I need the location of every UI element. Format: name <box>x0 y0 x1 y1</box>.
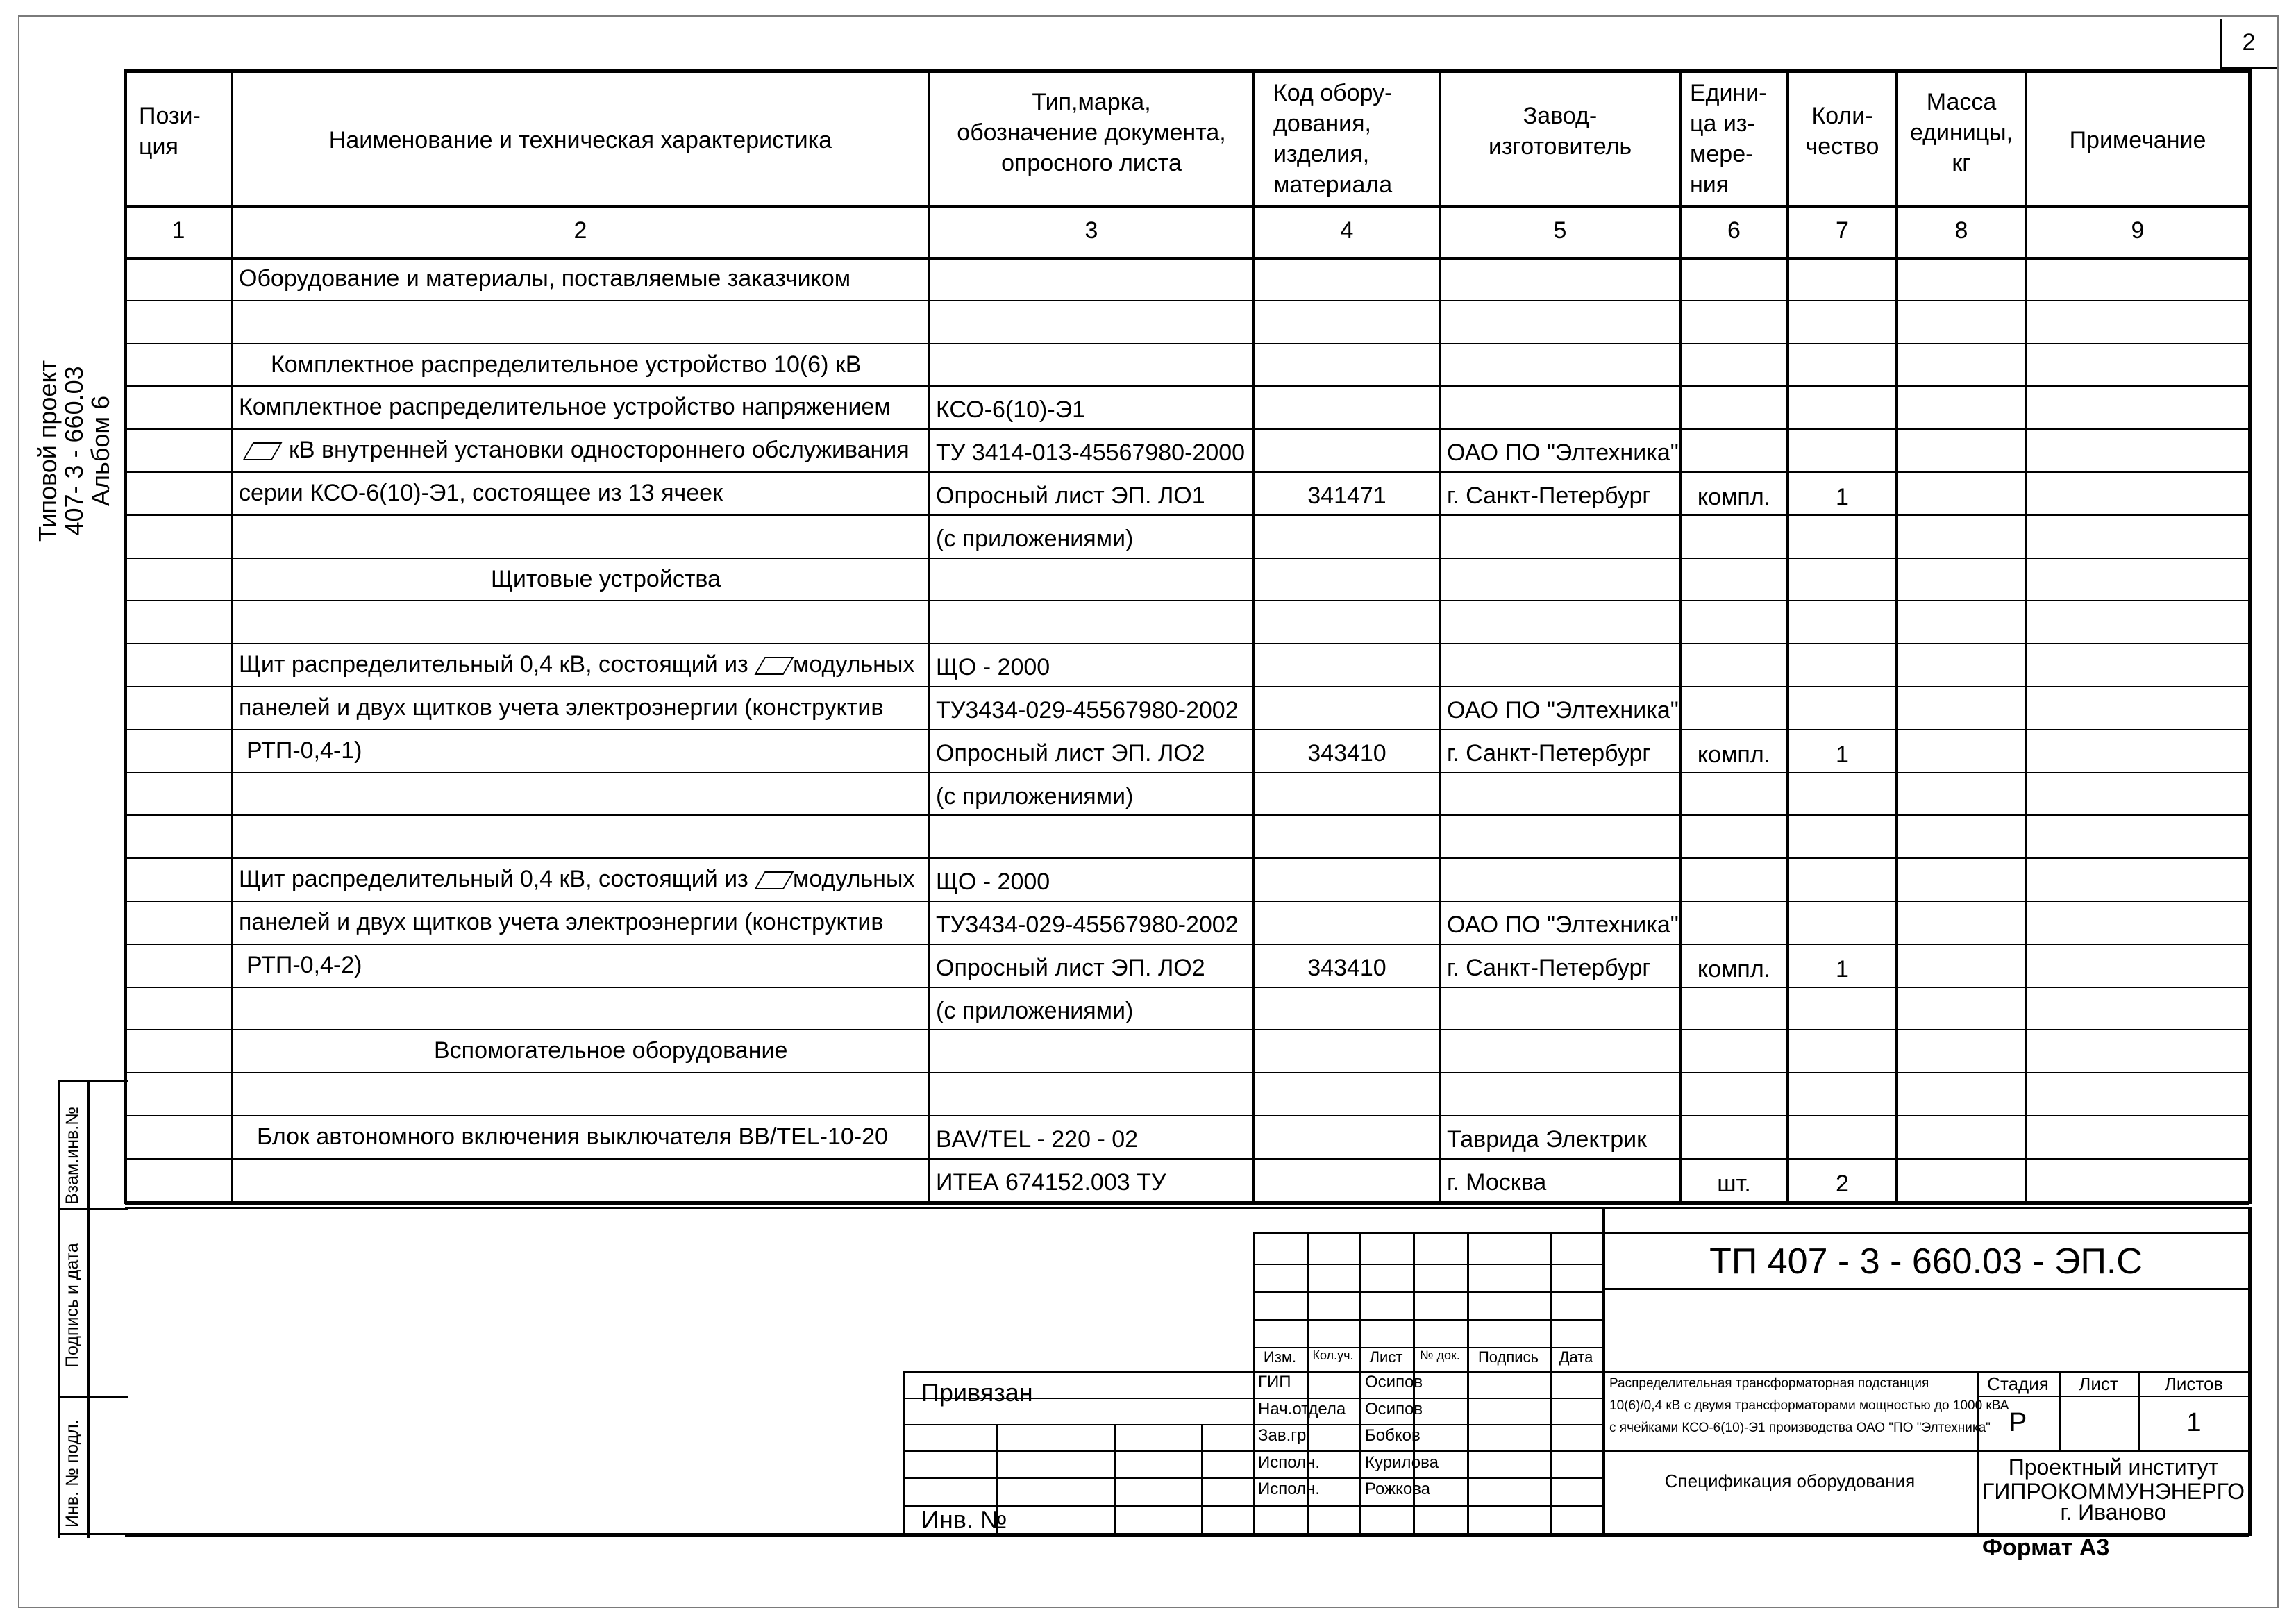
stamp-grid-line <box>1977 1396 2249 1397</box>
strip-line <box>58 1208 128 1210</box>
sheet-frame <box>18 15 2279 1608</box>
item-type: ЩО - 2000 <box>936 654 1050 680</box>
column-header-3: Тип,марка, обозначение документа, опросного листа <box>957 89 1226 176</box>
row-line <box>125 471 2249 473</box>
row-line <box>125 686 2249 687</box>
strip-line <box>58 1533 128 1535</box>
column-number-5: 5 <box>1553 217 1567 244</box>
row-line <box>125 558 2249 559</box>
project-title-line: с ячейками КСО-6(10)-Э1 производства ОАО "ПО "Элтехника" <box>1609 1421 1991 1435</box>
item-name: Комплектное распределительное устройство напряжением <box>239 394 891 420</box>
row-line <box>125 814 2249 816</box>
side-label-line3: Альбом 6 <box>86 395 115 507</box>
row-line <box>125 1158 2249 1160</box>
strip-line <box>87 1080 90 1538</box>
row-line <box>125 343 2249 344</box>
stamp-grid-line <box>1253 1291 1602 1293</box>
item-type: BAV/TEL - 220 - 02 <box>936 1126 1139 1153</box>
strip-line <box>58 1080 60 1538</box>
field-original-inv-no: Инв. № подл. <box>62 1419 82 1527</box>
item-type: ТУ3434-029-45567980-2002 <box>936 912 1239 938</box>
stamp-grid-line <box>1359 1232 1361 1536</box>
item-name: Блок автономного включения выключателя ВВ/TEL-10-20 <box>257 1123 888 1150</box>
stamp-name: Курилова <box>1365 1453 1439 1472</box>
row-line <box>125 385 2249 387</box>
column-header-6: Едини- ца из- мере- ния <box>1690 80 1767 198</box>
stamp-grid-line <box>1253 1319 1602 1321</box>
item-maker: Таврида Электрик <box>1447 1126 1647 1153</box>
row-line <box>125 643 2249 644</box>
document-name: Спецификация оборудования <box>1664 1471 1916 1491</box>
item-quantity: 1 <box>1836 484 1849 510</box>
item-name: серии КСО-6(10)-Э1, состоящее из 13 ячеек <box>239 480 723 506</box>
stamp-grid-line <box>903 1477 1602 1479</box>
item-unit: компл. <box>1697 742 1771 768</box>
stamp-role: Исполн. <box>1258 1480 1320 1498</box>
item-maker: г. Москва <box>1447 1169 1547 1196</box>
inv-no-label: Инв. № <box>921 1505 1007 1534</box>
stage-value: Р <box>2009 1408 2027 1437</box>
stamp-grid-line <box>903 1371 905 1536</box>
document-designation: ТП 407 - 3 - 660.03 - ЭП.С <box>1709 1241 2143 1282</box>
stamp-grid-line <box>1253 1232 1255 1536</box>
item-code: 343410 <box>1307 740 1386 767</box>
numbers-bottom-border <box>125 257 2249 260</box>
stamp-name: Бобков <box>1365 1426 1421 1445</box>
stamp-role: Исполн. <box>1258 1453 1320 1472</box>
item-maker: г. Санкт-Петербург <box>1447 483 1651 509</box>
project-title-line: Распределительная трансформаторная подстанция <box>1609 1376 1929 1391</box>
item-type: ТУ 3414-013-45567980-2000 <box>936 440 1246 466</box>
stamp-grid-line <box>1977 1450 2249 1452</box>
column-header-2: Наименование и техническая характеристика <box>328 127 832 153</box>
item-maker: ОАО ПО "Элтехника" <box>1447 912 1679 938</box>
change-header: Подпись <box>1477 1348 1539 1366</box>
stamp-top-border <box>125 1207 2249 1209</box>
stamp-role: Нач.отдела <box>1258 1399 1346 1418</box>
item-quantity: 2 <box>1836 1171 1849 1197</box>
sheets-value: 1 <box>2186 1408 2202 1437</box>
sheet-number: 2 <box>2242 29 2256 56</box>
stamp-role: ГИП <box>1258 1373 1291 1391</box>
sheet-label: Лист <box>2079 1373 2118 1394</box>
item-maker: ОАО ПО "Элтехника" <box>1447 697 1679 723</box>
row-line <box>125 857 2249 859</box>
item-quantity: 1 <box>1836 742 1849 768</box>
column-number-1: 1 <box>171 217 185 244</box>
column-number-7: 7 <box>1836 217 1849 244</box>
item-type: (с приложениями) <box>936 783 1134 810</box>
stamp-bottom-border <box>125 1533 2249 1537</box>
item-name: Вспомогательное оборудование <box>434 1037 788 1064</box>
item-unit: шт. <box>1717 1171 1751 1197</box>
stamp-name: Рожкова <box>1365 1480 1431 1498</box>
stamp-grid-line <box>1253 1232 2249 1234</box>
stamp-grid-line <box>1602 1288 2249 1290</box>
item-maker: г. Санкт-Петербург <box>1447 955 1651 981</box>
item-name: Комплектное распределительное устройство 10(6) кВ <box>271 351 862 378</box>
item-name: Щит распределительный 0,4 кВ, состоящий из <box>239 866 748 892</box>
side-label-line1: Типовой проект <box>33 360 62 542</box>
column-number-3: 3 <box>1084 217 1098 244</box>
stage-label: Стадия <box>1987 1373 2049 1394</box>
item-maker: ОАО ПО "Элтехника" <box>1447 440 1679 466</box>
item-code: 341471 <box>1307 483 1386 509</box>
item-name-continued: модульных <box>793 866 915 892</box>
column-header-9: Примечание <box>2069 127 2206 153</box>
stamp-role: Зав.гр. <box>1258 1426 1312 1445</box>
row-line <box>125 600 2249 601</box>
item-name-continued: модульных <box>793 651 915 678</box>
header-bottom-border <box>125 205 2249 208</box>
row-line <box>125 987 2249 988</box>
org-line3: г. Иваново <box>2060 1500 2167 1525</box>
org-line1: Проектный институт <box>2008 1455 2219 1480</box>
stamp-grid-line <box>1550 1232 1552 1536</box>
row-line <box>125 1115 2249 1116</box>
privyazan-label: Привязан <box>921 1378 1033 1407</box>
column-header-4: Код обору- дования, изделия, материала <box>1273 80 1393 198</box>
item-type: ЩО - 2000 <box>936 869 1050 895</box>
table-top-border <box>125 69 2249 73</box>
item-type: ТУ3434-029-45567980-2002 <box>936 697 1239 723</box>
change-header: Дата <box>1559 1348 1593 1366</box>
stamp-grid-line <box>1602 1450 1977 1452</box>
strip-line <box>58 1396 128 1398</box>
stamp-grid-line <box>1467 1232 1469 1536</box>
field-replacement-inv-no: Взам.инв.№ <box>62 1107 82 1205</box>
strip-line <box>58 1080 128 1082</box>
project-title-line: 10(6)/0,4 кВ с двумя трансформаторами мощностью до 1000 кВА <box>1609 1398 2009 1413</box>
side-label <box>35 360 114 542</box>
item-type: Опросный лист ЭП. ЛО2 <box>936 740 1205 767</box>
stamp-grid-line <box>903 1505 1602 1507</box>
item-name: Щит распределительный 0,4 кВ, состоящий из <box>239 651 748 678</box>
row-line <box>125 428 2249 430</box>
item-quantity: 1 <box>1836 956 1849 982</box>
item-name: панелей и двух щитков учета электроэнергии (конструктив <box>239 694 884 721</box>
change-header: Кол.уч. <box>1312 1348 1354 1362</box>
row-line <box>125 1029 2249 1030</box>
item-name: панелей и двух щитков учета электроэнергии (конструктив <box>239 909 884 935</box>
item-type: Опросный лист ЭП. ЛО2 <box>936 955 1205 981</box>
change-header: Лист <box>1369 1348 1403 1366</box>
column-header-7: Коли- чество <box>1805 103 1879 160</box>
stamp-grid-line <box>903 1450 1602 1452</box>
item-type: (с приложениями) <box>936 526 1134 552</box>
column-header-8: Масса единицы, кг <box>1909 89 2013 176</box>
stamp-grid-line <box>1114 1424 1116 1536</box>
row-line <box>125 772 2249 773</box>
org-line2: ГИПРОКОММУНЭНЕРГО <box>1982 1479 2245 1504</box>
column-number-2: 2 <box>573 217 587 244</box>
sheets-label: Листов <box>2164 1373 2224 1394</box>
item-type: Опросный лист ЭП. ЛО1 <box>936 483 1205 509</box>
column-header-5: Завод- изготовитель <box>1488 103 1632 160</box>
column-number-8: 8 <box>1954 217 1968 244</box>
stamp-name: Осипов <box>1365 1373 1423 1391</box>
item-type: (с приложениями) <box>936 998 1134 1024</box>
item-name: кВ внутренней установки одностороннего обслуживания <box>289 437 910 463</box>
item-type: КСО-6(10)-Э1 <box>936 396 1086 423</box>
stamp-grid-line <box>903 1424 1602 1425</box>
field-signature-date: Подпись и дата <box>62 1243 82 1368</box>
format-label: Формат А3 <box>1982 1534 2110 1561</box>
row-line <box>125 1072 2249 1073</box>
column-number-9: 9 <box>2131 217 2145 244</box>
item-name: Щитовые устройства <box>491 566 721 592</box>
stamp-name: Осипов <box>1365 1399 1423 1418</box>
item-type: ИТЕА 674152.003 ТУ <box>936 1169 1166 1196</box>
change-header: Изм. <box>1263 1348 1297 1366</box>
item-name: РТП-0,4-2) <box>246 952 362 978</box>
row-line <box>125 300 2249 301</box>
row-line <box>125 729 2249 730</box>
stamp-grid-line <box>1201 1424 1203 1536</box>
column-number-6: 6 <box>1727 217 1741 244</box>
row-line <box>125 944 2249 945</box>
item-code: 343410 <box>1307 955 1386 981</box>
column-number-4: 4 <box>1340 217 1354 244</box>
item-maker: г. Санкт-Петербург <box>1447 740 1651 767</box>
item-name: Оборудование и материалы, поставляемые заказчиком <box>239 265 851 292</box>
stamp-grid-line <box>1253 1264 1602 1265</box>
row-line <box>125 1201 2249 1205</box>
row-line <box>125 901 2249 902</box>
item-unit: компл. <box>1697 956 1771 982</box>
row-line <box>125 514 2249 516</box>
side-label-line2: 407- 3 - 660.03 <box>60 366 88 536</box>
item-unit: компл. <box>1697 484 1771 510</box>
change-header: № док. <box>1420 1348 1460 1362</box>
column-header-1: Пози- ция <box>139 103 201 160</box>
item-name: РТП-0,4-1) <box>246 737 362 764</box>
